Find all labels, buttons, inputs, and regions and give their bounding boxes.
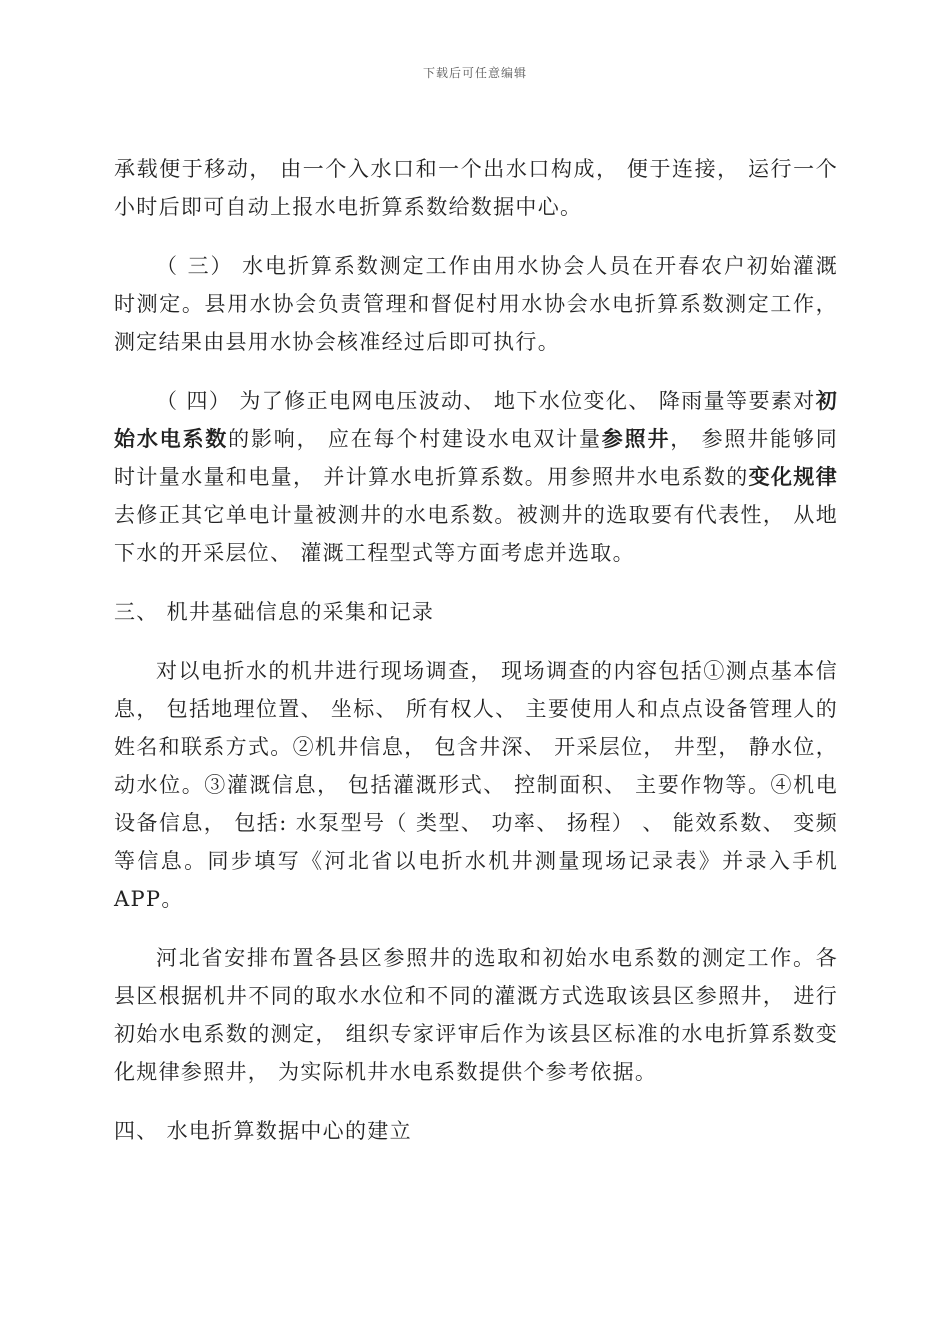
paragraph-1: 承载便于移动， 由一个入水口和一个出水口构成， 便于连接， 运行一个小时后即可自动上报水电折算系数给数据中心。 <box>114 157 838 219</box>
document-body <box>114 150 838 1171</box>
paragraph-5: 河北省安排布置各县区参照井的选取和初始水电系数的测定工作。各县区根据机井不同的取水水位和不同的灌溉方式选取该县区参照井， 进行初始水电系数的测定， 组织专家评审后作为该县区标准的水电折算系数变化规律参照井， 为实际机井水电系数提供个参考依据。 <box>114 946 838 1084</box>
bold-term-variation-rule: 变化规律 <box>748 464 839 489</box>
paragraph-3-text-4: 去修正其它单电计量被测井的水电系数。被测井的选取要有代表性， 从地下水的开采层位、 灌溉工程型式等方面考虑并选取。 <box>114 503 838 565</box>
paragraph-3 <box>114 382 838 572</box>
bold-term-reference-well: 参照井 <box>601 426 671 451</box>
paragraph-2: （ 三） 水电折算系数测定工作由用水协会人员在开春农户初始灌溉时测定。县用水协会负责管理和督促村用水协会水电折算系数测定工作， 测定结果由县用水协会核准经过后即可执行。 <box>114 254 838 354</box>
page-header: 下载后可任意编辑 <box>422 66 527 80</box>
section-heading-4: 四、 水电折算数据中心的建立 <box>114 1119 412 1143</box>
paragraph-3-text-1: （ 四） 为了修正电网电压波动、 地下水位变化、 降雨量等要素对 <box>156 389 816 413</box>
paragraph-3-text-2: 的影响， 应在每个村建设水电双计量 <box>228 427 602 451</box>
paragraph-3-text-3: ， 参照井能够同时计量水量和电量， 并计算水电折算系数。用参照井水电系数的 <box>114 427 839 489</box>
section-heading-3: 三、 机井基础信息的采集和记录 <box>114 600 435 624</box>
paragraph-4: 对以电折水的机井进行现场调查， 现场调查的内容包括①测点基本信息， 包括地理位置、 坐标、 所有权人、 主要使用人和点点设备管理人的姓名和联系方式。②机井信息， 包含井深、 开采层位， 井型， 静水位， 动水位。③灌溉信息， 包括灌溉形式、 控制面积、 主要作物等。④机电设备信息， 包括: 水泵型号（ 类型、 功率、 扬程） 、 能效系数、 变频等信息。同步填写《河北省以电折水机井测量现场记录表》并录入手机 APP。 <box>114 659 838 911</box>
bold-term-initial-coefficient: 初始水电系数 <box>114 388 838 451</box>
